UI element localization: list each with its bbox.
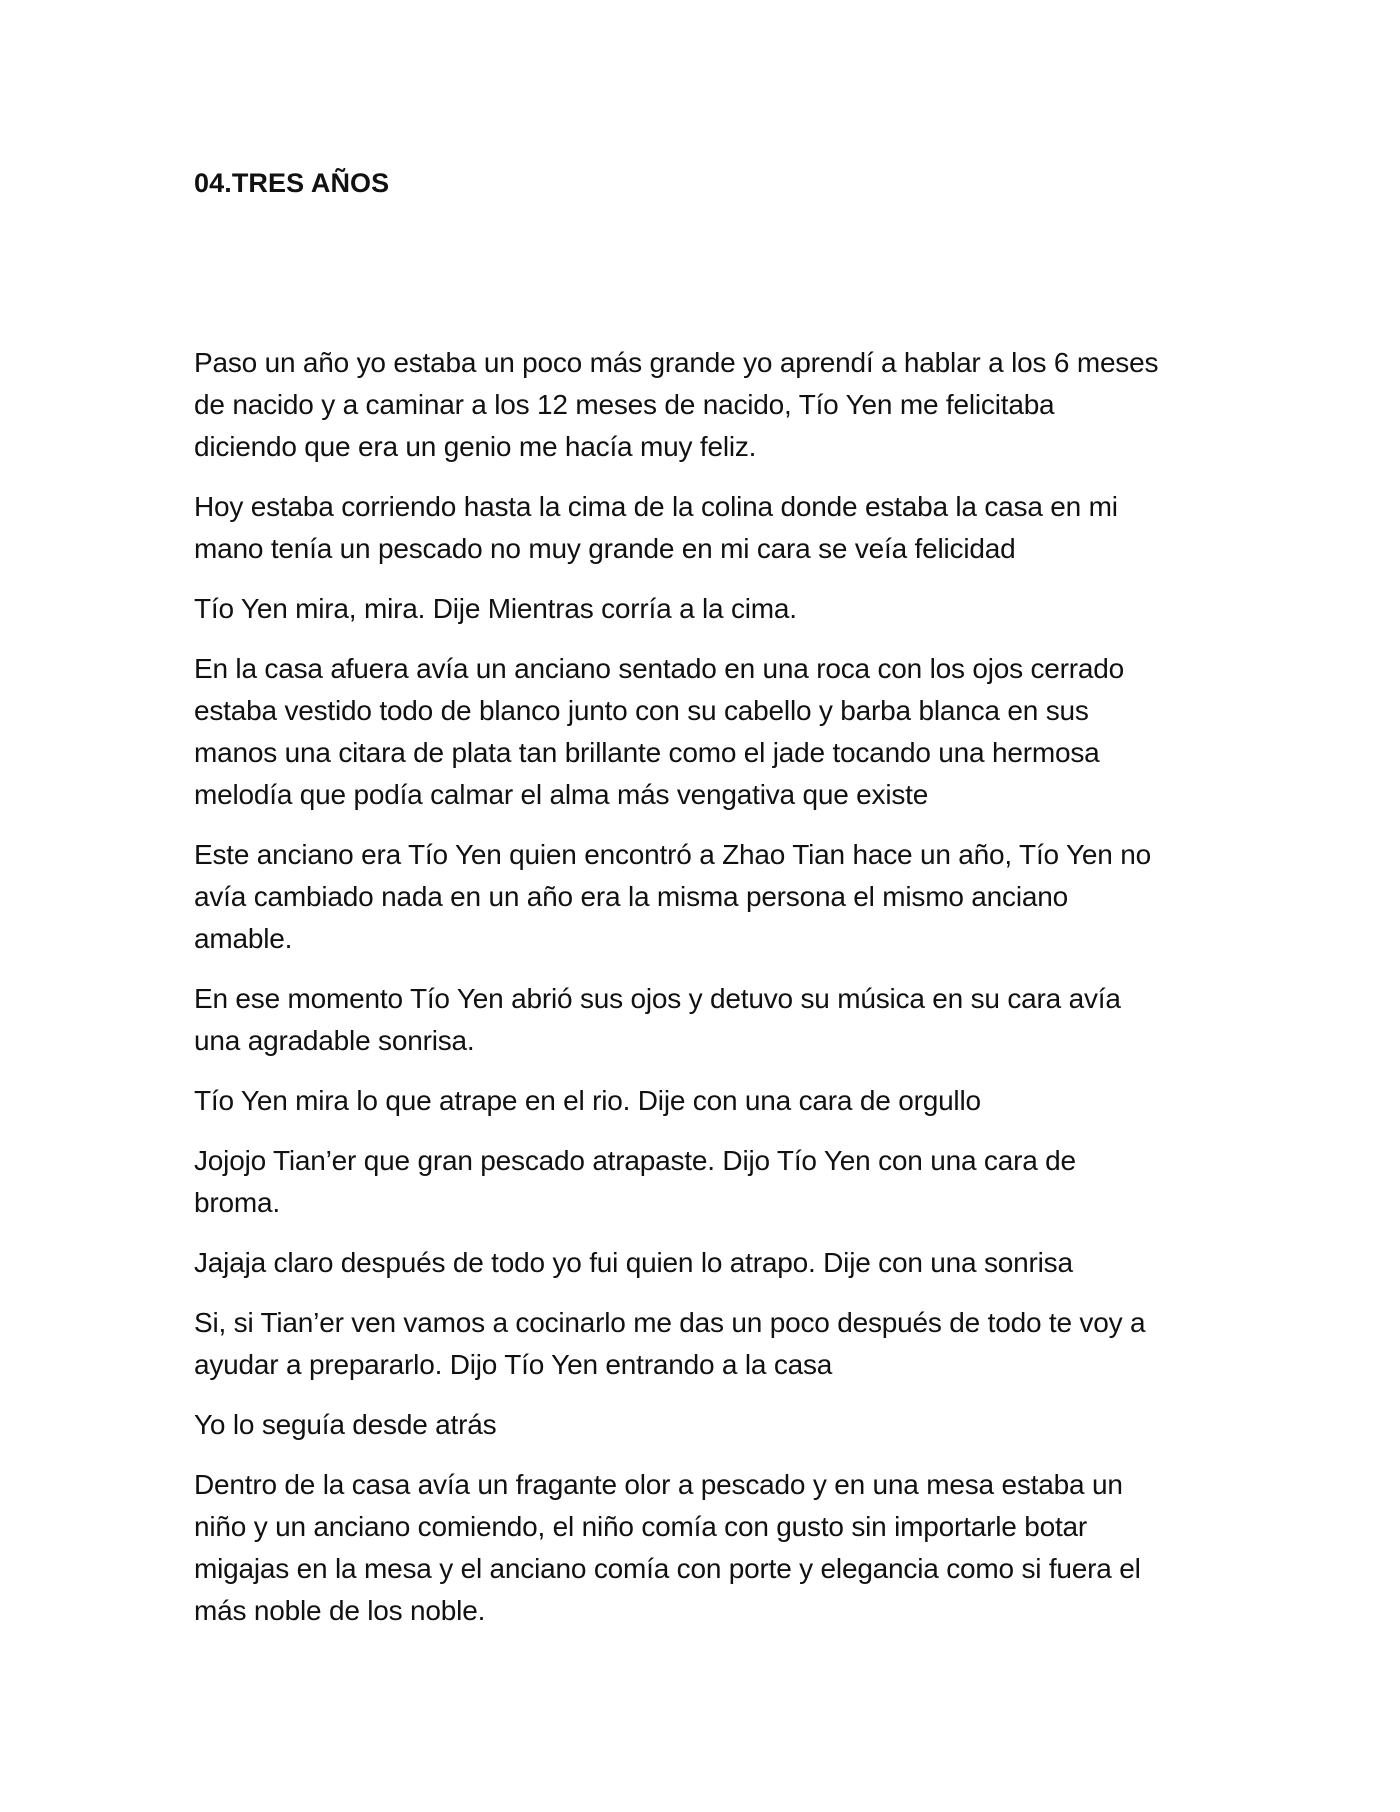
text-line: migajas en la mesa y el anciano comía con porte y elegancia como si fuera el xyxy=(194,1553,1141,1584)
text-line: Si, si Tian’er ven vamos a cocinarlo me das un poco después de todo te voy a xyxy=(194,1307,1146,1338)
text-line: estaba vestido todo de blanco junto con su cabello y barba blanca en sus xyxy=(194,695,1089,726)
paragraph xyxy=(194,1242,1214,1284)
text-line: avía cambiado nada en un año era la misma persona el mismo anciano xyxy=(194,881,1068,912)
text-line: de nacido y a caminar a los 12 meses de nacido, Tío Yen me felicitaba xyxy=(194,389,1055,420)
text-line: Jojojo Tian’er que gran pescado atrapaste. Dijo Tío Yen con una cara de xyxy=(194,1145,1076,1176)
text-line: Dentro de la casa avía un fragante olor a pescado y en una mesa estaba un xyxy=(194,1469,1123,1500)
text-line: amable. xyxy=(194,923,293,954)
text-line: manos una citara de plata tan brillante como el jade tocando una hermosa xyxy=(194,737,1100,768)
paragraph xyxy=(194,834,1214,960)
paragraph xyxy=(194,1140,1214,1224)
paragraph xyxy=(194,978,1214,1062)
text-line: broma. xyxy=(194,1187,280,1218)
paragraph xyxy=(194,486,1214,570)
text-line: Paso un año yo estaba un poco más grande yo aprendí a hablar a los 6 meses xyxy=(194,347,1159,378)
text-line: diciendo que era un genio me hacía muy feliz. xyxy=(194,431,757,462)
paragraph xyxy=(194,648,1214,816)
text-line: Yo lo seguía desde atrás xyxy=(194,1409,497,1440)
text-line: Tío Yen mira, mira. Dije Mientras corría a la cima. xyxy=(194,593,797,624)
paragraph xyxy=(194,1080,1214,1122)
chapter-title: 04.TRES AÑOS xyxy=(194,168,390,198)
paragraph xyxy=(194,1464,1214,1632)
text-line: mano tenía un pescado no muy grande en mi cara se veía felicidad xyxy=(194,533,1016,564)
text-line: niño y un anciano comiendo, el niño comía con gusto sin importarle botar xyxy=(194,1511,1088,1542)
paragraph xyxy=(194,1404,1214,1446)
text-line: En ese momento Tío Yen abrió sus ojos y detuvo su música en su cara avía xyxy=(194,983,1121,1014)
text-line: Tío Yen mira lo que atrape en el rio. Dije con una cara de orgullo xyxy=(194,1085,981,1116)
text-line: más noble de los noble. xyxy=(194,1595,486,1626)
paragraph xyxy=(194,342,1214,468)
text-line: Jajaja claro después de todo yo fui quien lo atrapo. Dije con una sonrisa xyxy=(194,1247,1073,1278)
paragraph xyxy=(194,1302,1214,1386)
text-line: Hoy estaba corriendo hasta la cima de la colina donde estaba la casa en mi xyxy=(194,491,1118,522)
text-line: ayudar a prepararlo. Dijo Tío Yen entrando a la casa xyxy=(194,1349,833,1380)
text-line: melodía que podía calmar el alma más vengativa que existe xyxy=(194,779,929,810)
text-line: una agradable sonrisa. xyxy=(194,1025,475,1056)
paragraph xyxy=(194,588,1214,630)
text-line: En la casa afuera avía un anciano sentado en una roca con los ojos cerrado xyxy=(194,653,1125,684)
chapter-body xyxy=(194,342,1214,1650)
text-line: Este anciano era Tío Yen quien encontró a Zhao Tian hace un año, Tío Yen no xyxy=(194,839,1151,870)
